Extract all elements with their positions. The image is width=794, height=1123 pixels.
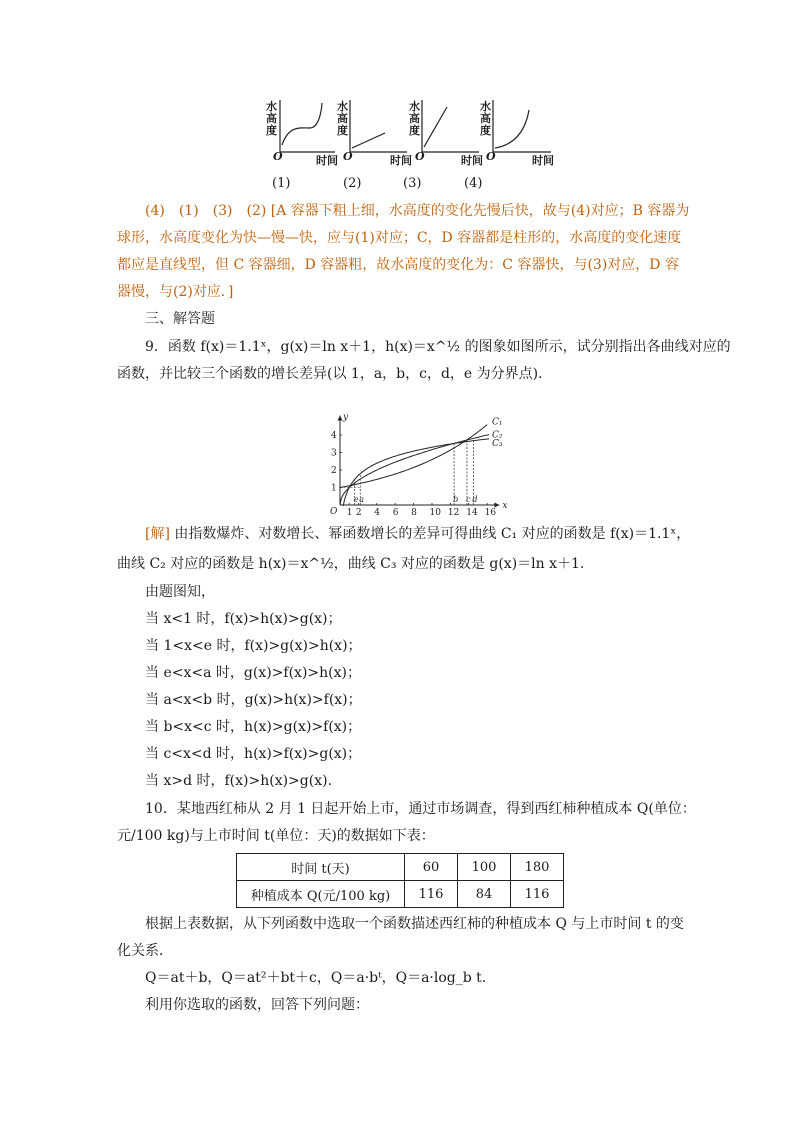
graph2-xlabel: 时间 — [390, 154, 412, 167]
x-axis-arrow — [494, 503, 499, 508]
function-chart — [315, 395, 515, 520]
data-table — [236, 853, 564, 908]
x-tick-label: 8 — [411, 508, 417, 518]
q10-line4: 化关系． — [117, 943, 173, 959]
y-tick-label: 1 — [331, 483, 337, 494]
q10-line1: 10．某地西红柿从 2 月 1 日起开始上市，通过市场调查，得到西红柿种植成本 Q(单位： — [145, 801, 696, 817]
series-label-c1: C₁ — [491, 417, 503, 428]
point-label-b: b — [453, 495, 459, 504]
solution9-case-6: 当 c<x<d 时，h(x)>f(x)>g(x)； — [145, 746, 362, 762]
y-tick-label: 2 — [331, 466, 337, 476]
x-tick-label: 1 — [346, 508, 353, 518]
table-cell: 100 — [458, 854, 511, 881]
graph4-ylabel: 水高度 — [480, 100, 491, 137]
table-cell: 116 — [405, 881, 458, 908]
solution9-line2: 曲线 C₂ 对应的函数是 h(x)＝x^½，曲线 C₃ 对应的函数是 g(x)＝ln x＋1. — [117, 556, 585, 572]
solution9-case-2: 当 1<x<e 时，f(x)>g(x)>h(x)； — [145, 638, 362, 654]
graph2-ylabel: 水高度 — [337, 100, 348, 137]
table-row — [237, 881, 564, 908]
graph3-number: (3) — [403, 176, 422, 191]
answer8-line2: 球形，水高度变化为快—慢—快，应与(1)对应；C，D 容器都是柱形的，水高度的变化速度 — [117, 230, 682, 246]
x-tick-label: 14 — [466, 508, 478, 518]
graph2-number: (2) — [343, 176, 362, 191]
q10-line5: Q＝at＋b，Q＝at²＋bt＋c，Q＝a·bᵗ，Q＝a·log_b t. — [145, 970, 487, 986]
graph1-xlabel: 时间 — [316, 154, 338, 167]
solution9-case-7: 当 x>d 时，f(x)>h(x)>g(x). — [145, 773, 333, 789]
series-label-c3: C₃ — [491, 438, 503, 449]
graph4-origin: O — [486, 150, 496, 163]
q10-line3: 根据上表数据，从下列函数中选取一个函数描述西红柿的种植成本 Q 与上市时间 t 的变 — [145, 916, 684, 932]
table-cell: 116 — [511, 881, 564, 908]
table-cell: 180 — [511, 854, 564, 881]
q10-line6: 利用你选取的函数，回答下列问题： — [145, 997, 369, 1013]
graph4-number: (4) — [464, 176, 483, 191]
answer8-line4: 器慢，与(2)对应．] — [117, 284, 234, 300]
y-axis-arrow — [338, 416, 343, 421]
graph-2 — [350, 100, 407, 152]
y-tick-label: 4 — [331, 431, 337, 441]
answer8-answer: (4) (1) (3) (2) — [145, 203, 267, 219]
x-tick-label: 10 — [429, 508, 441, 518]
solution9-tag: [解] — [145, 526, 170, 542]
table-row — [237, 854, 564, 881]
solution9-case-1: 当 x<1 时，f(x)>h(x)>g(x)； — [145, 611, 342, 627]
graph1-ylabel: 水高度 — [266, 100, 277, 137]
x-tick-label: 12 — [447, 508, 460, 518]
x-tick-label: 16 — [484, 508, 497, 518]
solution9-line3: 由题图知， — [145, 584, 215, 600]
graph1-origin: O — [273, 150, 283, 163]
table-cell: 种植成本 Q(元/100 kg) — [237, 881, 405, 908]
point-label-a: a — [359, 495, 365, 504]
solution9-case-5: 当 b<x<c 时，h(x)>g(x)>f(x)； — [145, 719, 362, 735]
q10-line2: 元/100 kg)与上市时间 t(单位：天)的数据如下表： — [117, 828, 435, 844]
x-tick-label: 6 — [392, 508, 399, 518]
table-cell: 84 — [458, 881, 511, 908]
graph3-ylabel: 水高度 — [409, 100, 420, 137]
graph3-xlabel: 时间 — [461, 154, 483, 167]
x-axis-label: x — [502, 501, 508, 511]
answer8-text1: [A 容器下粗上细，水高度的变化先慢后快，故与(4)对应；B 容器为 — [270, 203, 690, 219]
section-heading: 三、解答题 — [145, 311, 215, 327]
q9-line2: 函数，并比较三个函数的增长差异(以 1，a，b，c，d，e 为分界点)． — [117, 366, 553, 382]
chart-origin: O — [330, 507, 338, 517]
point-label-c: c — [465, 495, 471, 504]
graph-1 — [280, 100, 335, 152]
y-axis-label: y — [343, 412, 349, 423]
graph2-origin: O — [343, 150, 353, 163]
solution9-case-3: 当 e<x<a 时，g(x)>f(x)>h(x)； — [145, 665, 361, 681]
point-label-d: d — [472, 495, 478, 504]
graph3-origin: O — [415, 150, 425, 163]
point-label-e: e — [353, 495, 359, 504]
answer8-line1 — [145, 201, 689, 221]
y-tick-label: 3 — [331, 448, 337, 459]
x-tick-label: 4 — [374, 508, 381, 518]
x-tick-label: 2 — [355, 508, 362, 518]
table-cell: 60 — [405, 854, 458, 881]
table-cell: 时间 t(天) — [237, 854, 405, 881]
solution9-case-4: 当 a<x<b 时，g(x)>h(x)>f(x)； — [145, 692, 362, 708]
q9-line1: 9．函数 f(x)＝1.1ˣ，g(x)＝ln x＋1，h(x)＝x^½ 的图象如图所示，试分别指出各曲线对应的 — [145, 339, 731, 355]
answer8-line3: 都应是直线型，但 C 容器细，D 容器粗，故水高度的变化为：C 容器快，与(3)对应，D 容 — [117, 257, 679, 273]
series-label-c2: C₂ — [491, 430, 503, 441]
graph-4 — [493, 100, 551, 152]
graph1-number: (1) — [272, 176, 291, 191]
graph4-xlabel: 时间 — [532, 154, 554, 167]
graph-3 — [422, 100, 479, 152]
solution9-text1: 由指数爆炸、对数增长、幂函数增长的差异可得曲线 C₁ 对应的函数是 f(x)＝1.1ˣ， — [174, 526, 691, 542]
solution9-line1 — [145, 524, 690, 544]
